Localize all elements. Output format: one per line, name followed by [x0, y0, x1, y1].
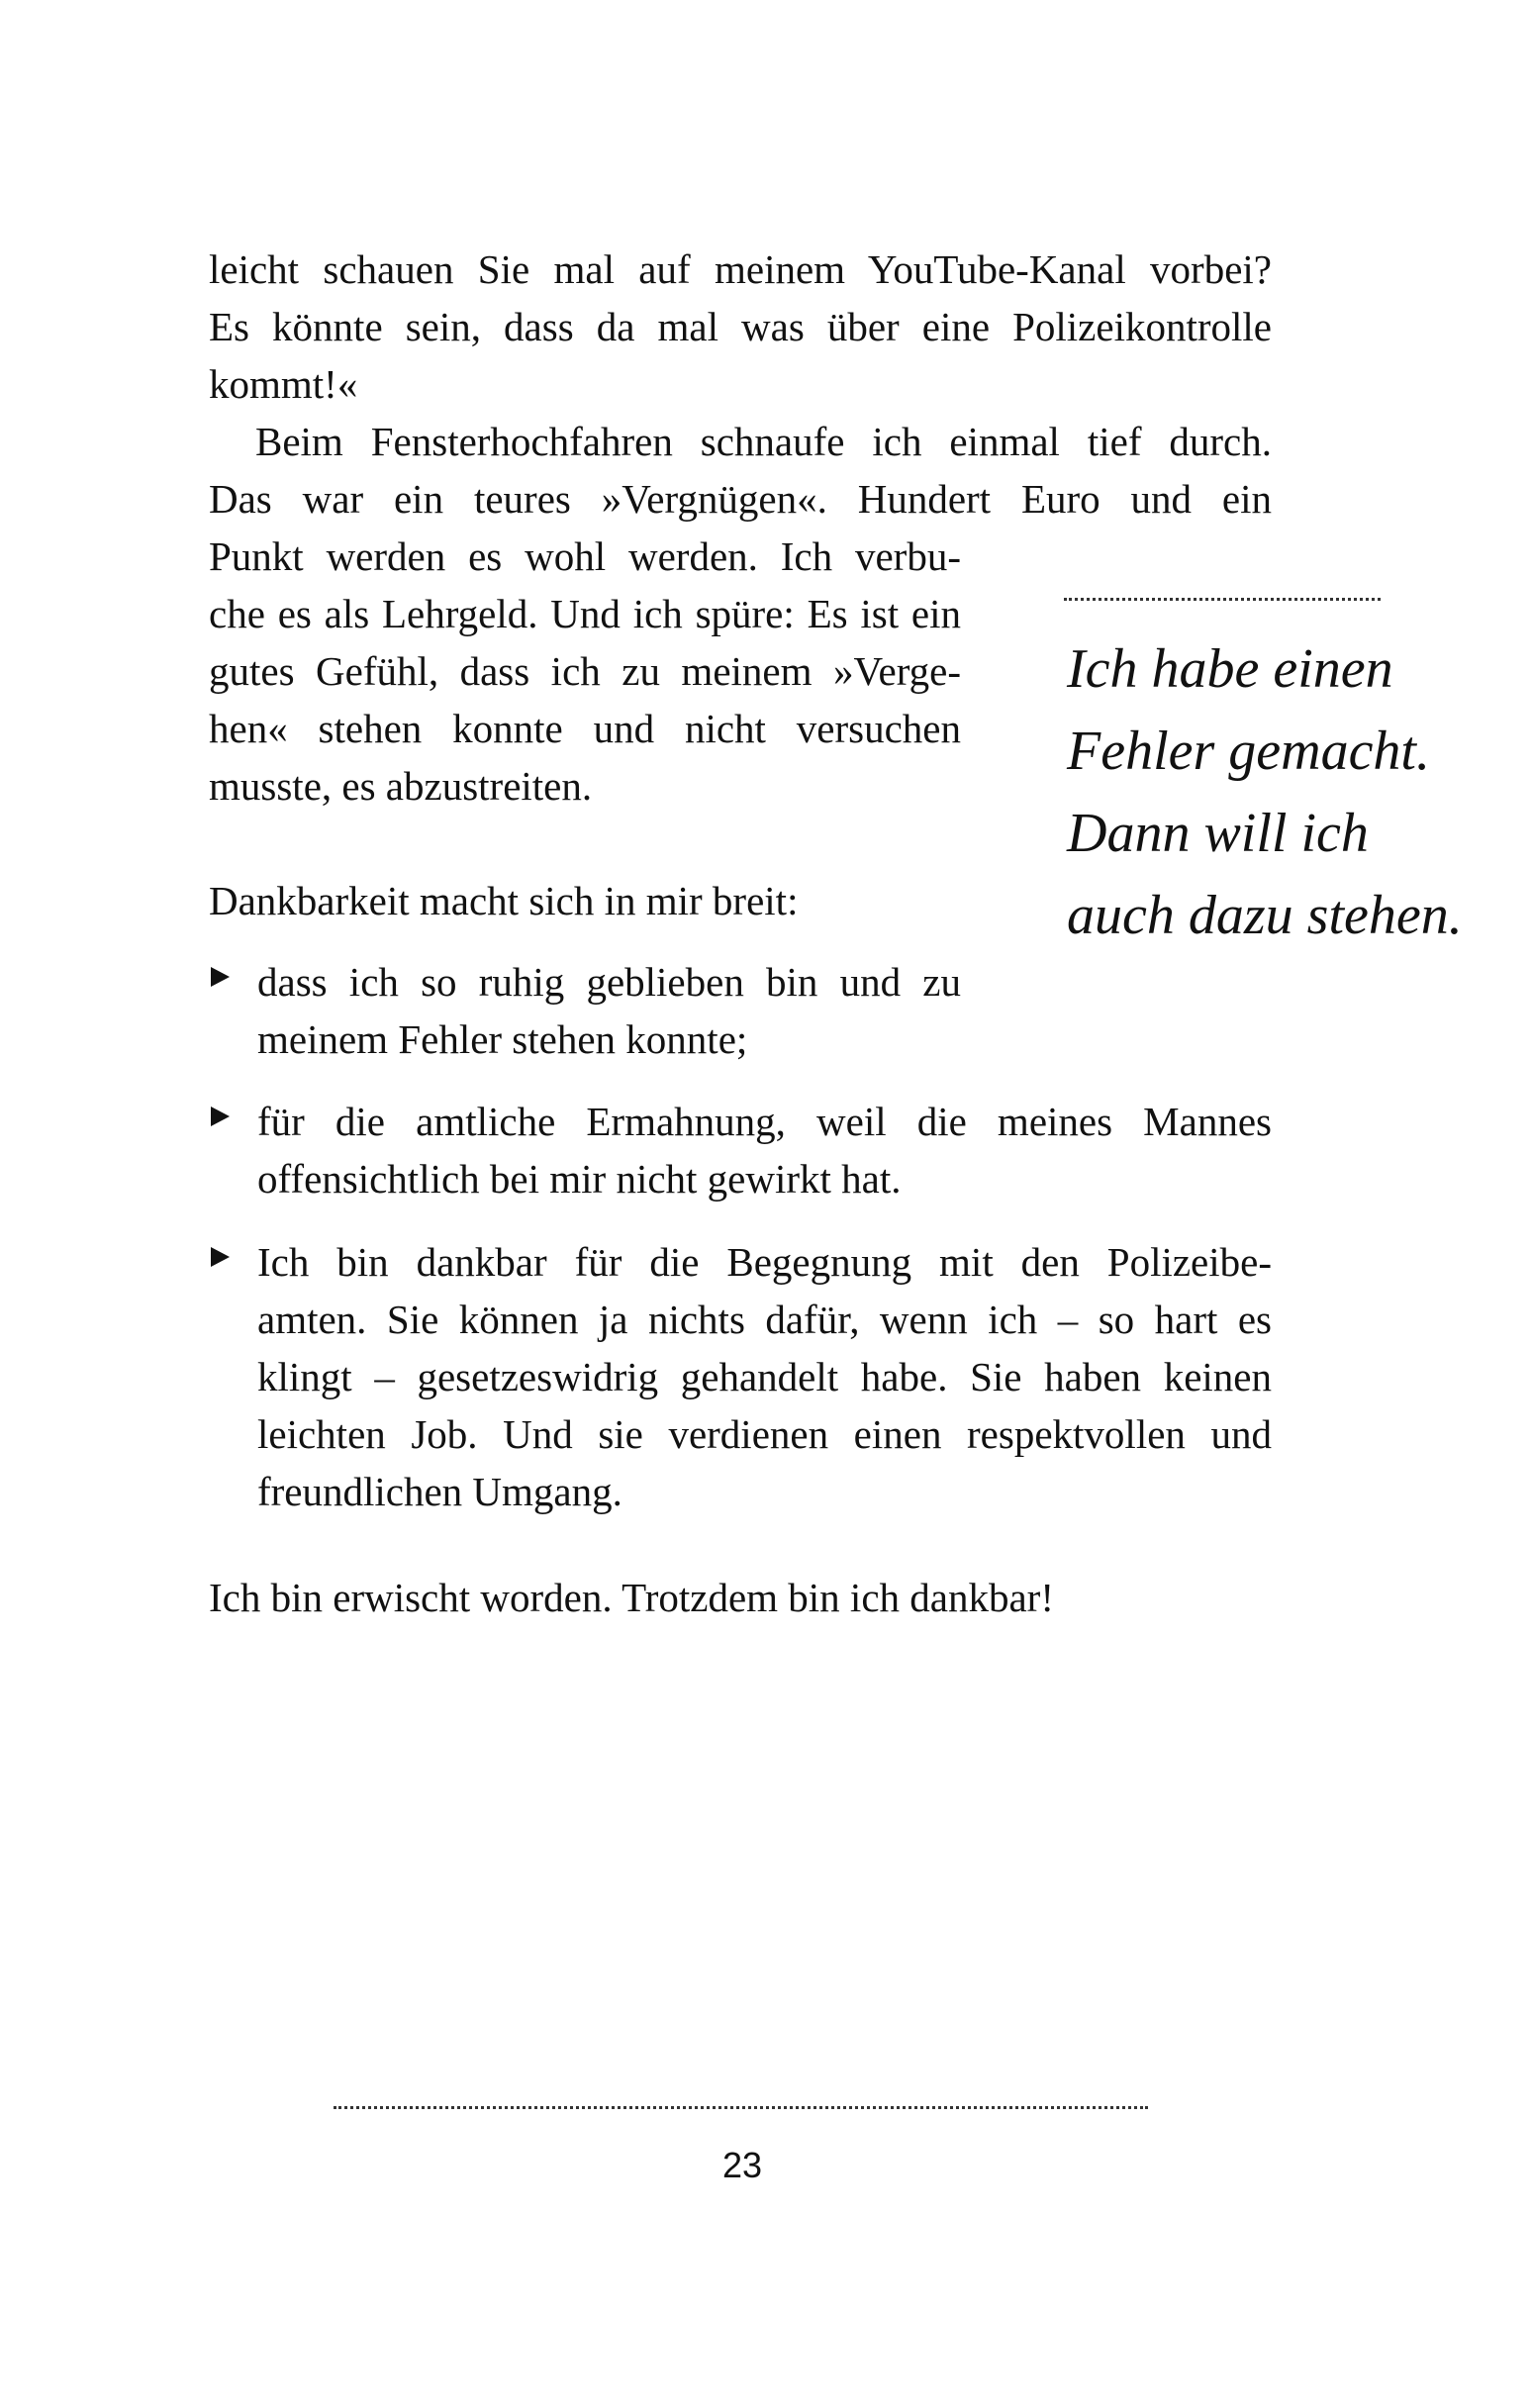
quote-line: Dann will ich — [1067, 803, 1369, 864]
triangle-bullet-icon — [211, 967, 230, 987]
list-item-line: freundlichen Umgang. — [257, 1469, 622, 1514]
gratitude-intro: Dankbarkeit macht sich in mir breit: — [209, 878, 799, 923]
list-item-line: meinem Fehler stehen konnte; — [257, 1016, 748, 1062]
list-item-line: leichten Job. Und sie verdienen einen respektvollen und — [257, 1411, 1272, 1457]
text-line: gutes Gefühl, dass ich zu meinem »Verge- — [209, 648, 961, 694]
list-item-line: amten. Sie können ja nichts dafür, wenn ich – so hart es — [257, 1297, 1272, 1342]
quote-line: Ich habe einen — [1067, 638, 1393, 700]
text-line: Punkt werden es wohl werden. Ich verbu- — [209, 533, 961, 579]
text-line: leicht schauen Sie mal auf meinem YouTube-Kanal vorbei? — [209, 246, 1272, 292]
quote-dotted-rule — [1064, 598, 1381, 601]
text-line: hen« stehen konnte und nicht versuchen — [209, 706, 961, 751]
text-line: che es als Lehrgeld. Und ich spüre: Es ist ein — [209, 591, 961, 636]
text-line: Es könnte sein, dass da mal was über eine Polizeikontrolle — [209, 304, 1272, 349]
triangle-bullet-icon — [211, 1107, 230, 1126]
list-item-line: dass ich so ruhig geblieben bin und zu — [257, 959, 961, 1005]
text-line: kommt!« — [209, 361, 358, 407]
list-item-line: für die amtliche Ermahnung, weil die meines Mannes — [257, 1099, 1272, 1144]
footer-dotted-rule — [334, 2106, 1148, 2109]
quote-line: Fehler gemacht. — [1067, 721, 1430, 782]
quote-line: auch dazu stehen. — [1067, 885, 1463, 946]
text-line: Beim Fensterhochfahren schnaufe ich einmal tief durch. — [255, 419, 1272, 464]
list-item-line: offensichtlich bei mir nicht gewirkt hat. — [257, 1156, 902, 1202]
page-number: 23 — [721, 2145, 763, 2185]
closing-sentence: Ich bin erwischt worden. Trotzdem bin ich dankbar! — [209, 1575, 1054, 1620]
triangle-bullet-icon — [211, 1247, 230, 1267]
list-item-line: klingt – gesetzeswidrig gehandelt habe. Sie haben keinen — [257, 1354, 1272, 1399]
list-item-line: Ich bin dankbar für die Begegnung mit den Polizeibe- — [257, 1239, 1272, 1285]
text-line: musste, es abzustreiten. — [209, 763, 593, 809]
text-line: Das war ein teures »Vergnügen«. Hundert Euro und ein — [209, 476, 1272, 522]
